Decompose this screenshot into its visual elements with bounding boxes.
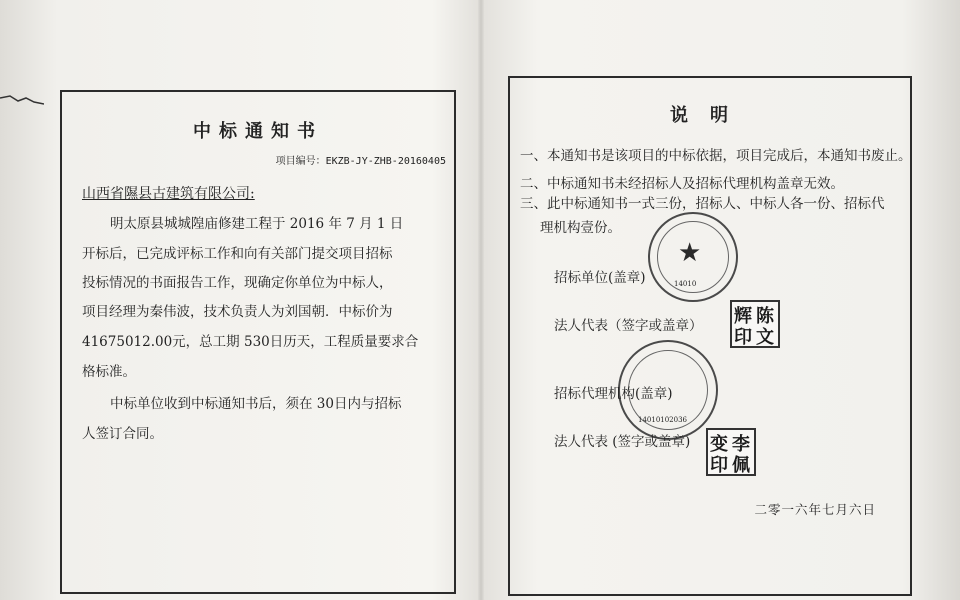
star-icon: ★ bbox=[678, 238, 702, 268]
para1-line-1: 明太原县城城隍庙修建工程于 2016 年 7 月 1 日 bbox=[110, 216, 404, 232]
agency-seal-number: 14010102036 bbox=[638, 416, 687, 424]
paper-tear bbox=[0, 92, 44, 108]
stamp-1-char-1: 辉 bbox=[734, 306, 752, 327]
stamp-1-char-2: 陈 bbox=[756, 306, 774, 327]
stamp-2-char-4: 佩 bbox=[732, 455, 750, 476]
award-notice-panel bbox=[60, 90, 456, 594]
stamp-2-char-2: 李 bbox=[732, 434, 750, 455]
para2-line-1: 中标单位收到中标通知书后，须在 30日内与招标 bbox=[110, 396, 402, 412]
stamp-1-char-3: 印 bbox=[734, 327, 752, 348]
note-2: 二、中标通知书未经招标人及招标代理机构盖章无效。 bbox=[520, 176, 844, 192]
stamp-2-char-1: 变 bbox=[710, 434, 728, 455]
recipient-company: 山西省隰县古建筑有限公司: bbox=[82, 186, 255, 202]
stamp-2-char-3: 印 bbox=[710, 455, 728, 476]
note-3-cont: 理机构壹份。 bbox=[540, 220, 621, 236]
project-number bbox=[276, 154, 446, 170]
project-number-label: 项目编号： bbox=[275, 156, 326, 167]
legal-rep-stamp-1 bbox=[730, 300, 780, 348]
legal-rep-stamp-2 bbox=[706, 428, 756, 476]
legal-rep-label-1: 法人代表（签字或盖章） bbox=[554, 318, 703, 334]
para1-line-3: 投标情况的书面报告工作，现确定你单位为中标人， bbox=[82, 275, 393, 291]
project-number-value: EKZB-JY-ZHB-20160405 bbox=[325, 156, 446, 167]
agency-label: 招标代理机构(盖章) bbox=[554, 386, 673, 402]
para1-line-2: 开标后，已完成评标工作和向有关部门提交项目招标 bbox=[82, 246, 393, 262]
note-1: 一、本通知书是该项目的中标依据，项目完成后，本通知书废止。 bbox=[520, 148, 912, 164]
note-3: 三、此中标通知书一式三份，招标人、中标人各一份、招标代 bbox=[520, 196, 885, 212]
explanation-panel bbox=[508, 76, 912, 596]
legal-rep-label-2: 法人代表 (签字或盖章) bbox=[554, 434, 691, 450]
page-fold bbox=[478, 0, 484, 600]
para1-line-4: 项目经理为秦伟波，技术负责人为刘国朝．中标价为 bbox=[82, 304, 393, 320]
tenderer-label: 招标单位(盖章) bbox=[554, 270, 646, 286]
stamp-1-char-4: 文 bbox=[756, 327, 774, 348]
para1-line-6: 格标准。 bbox=[82, 364, 136, 380]
para2-line-2: 人签订合同。 bbox=[82, 426, 163, 442]
tenderer-seal-number: 14010 bbox=[674, 280, 697, 288]
explanation-title: 说明 bbox=[670, 105, 750, 126]
para1-line-5: 41675012.00元，总工期 530日历天，工程质量要求合 bbox=[82, 334, 419, 350]
notice-title: 中标通知书 bbox=[193, 121, 323, 142]
issue-date: 二零一六年七月六日 bbox=[754, 502, 876, 517]
tenderer-seal bbox=[648, 212, 738, 302]
